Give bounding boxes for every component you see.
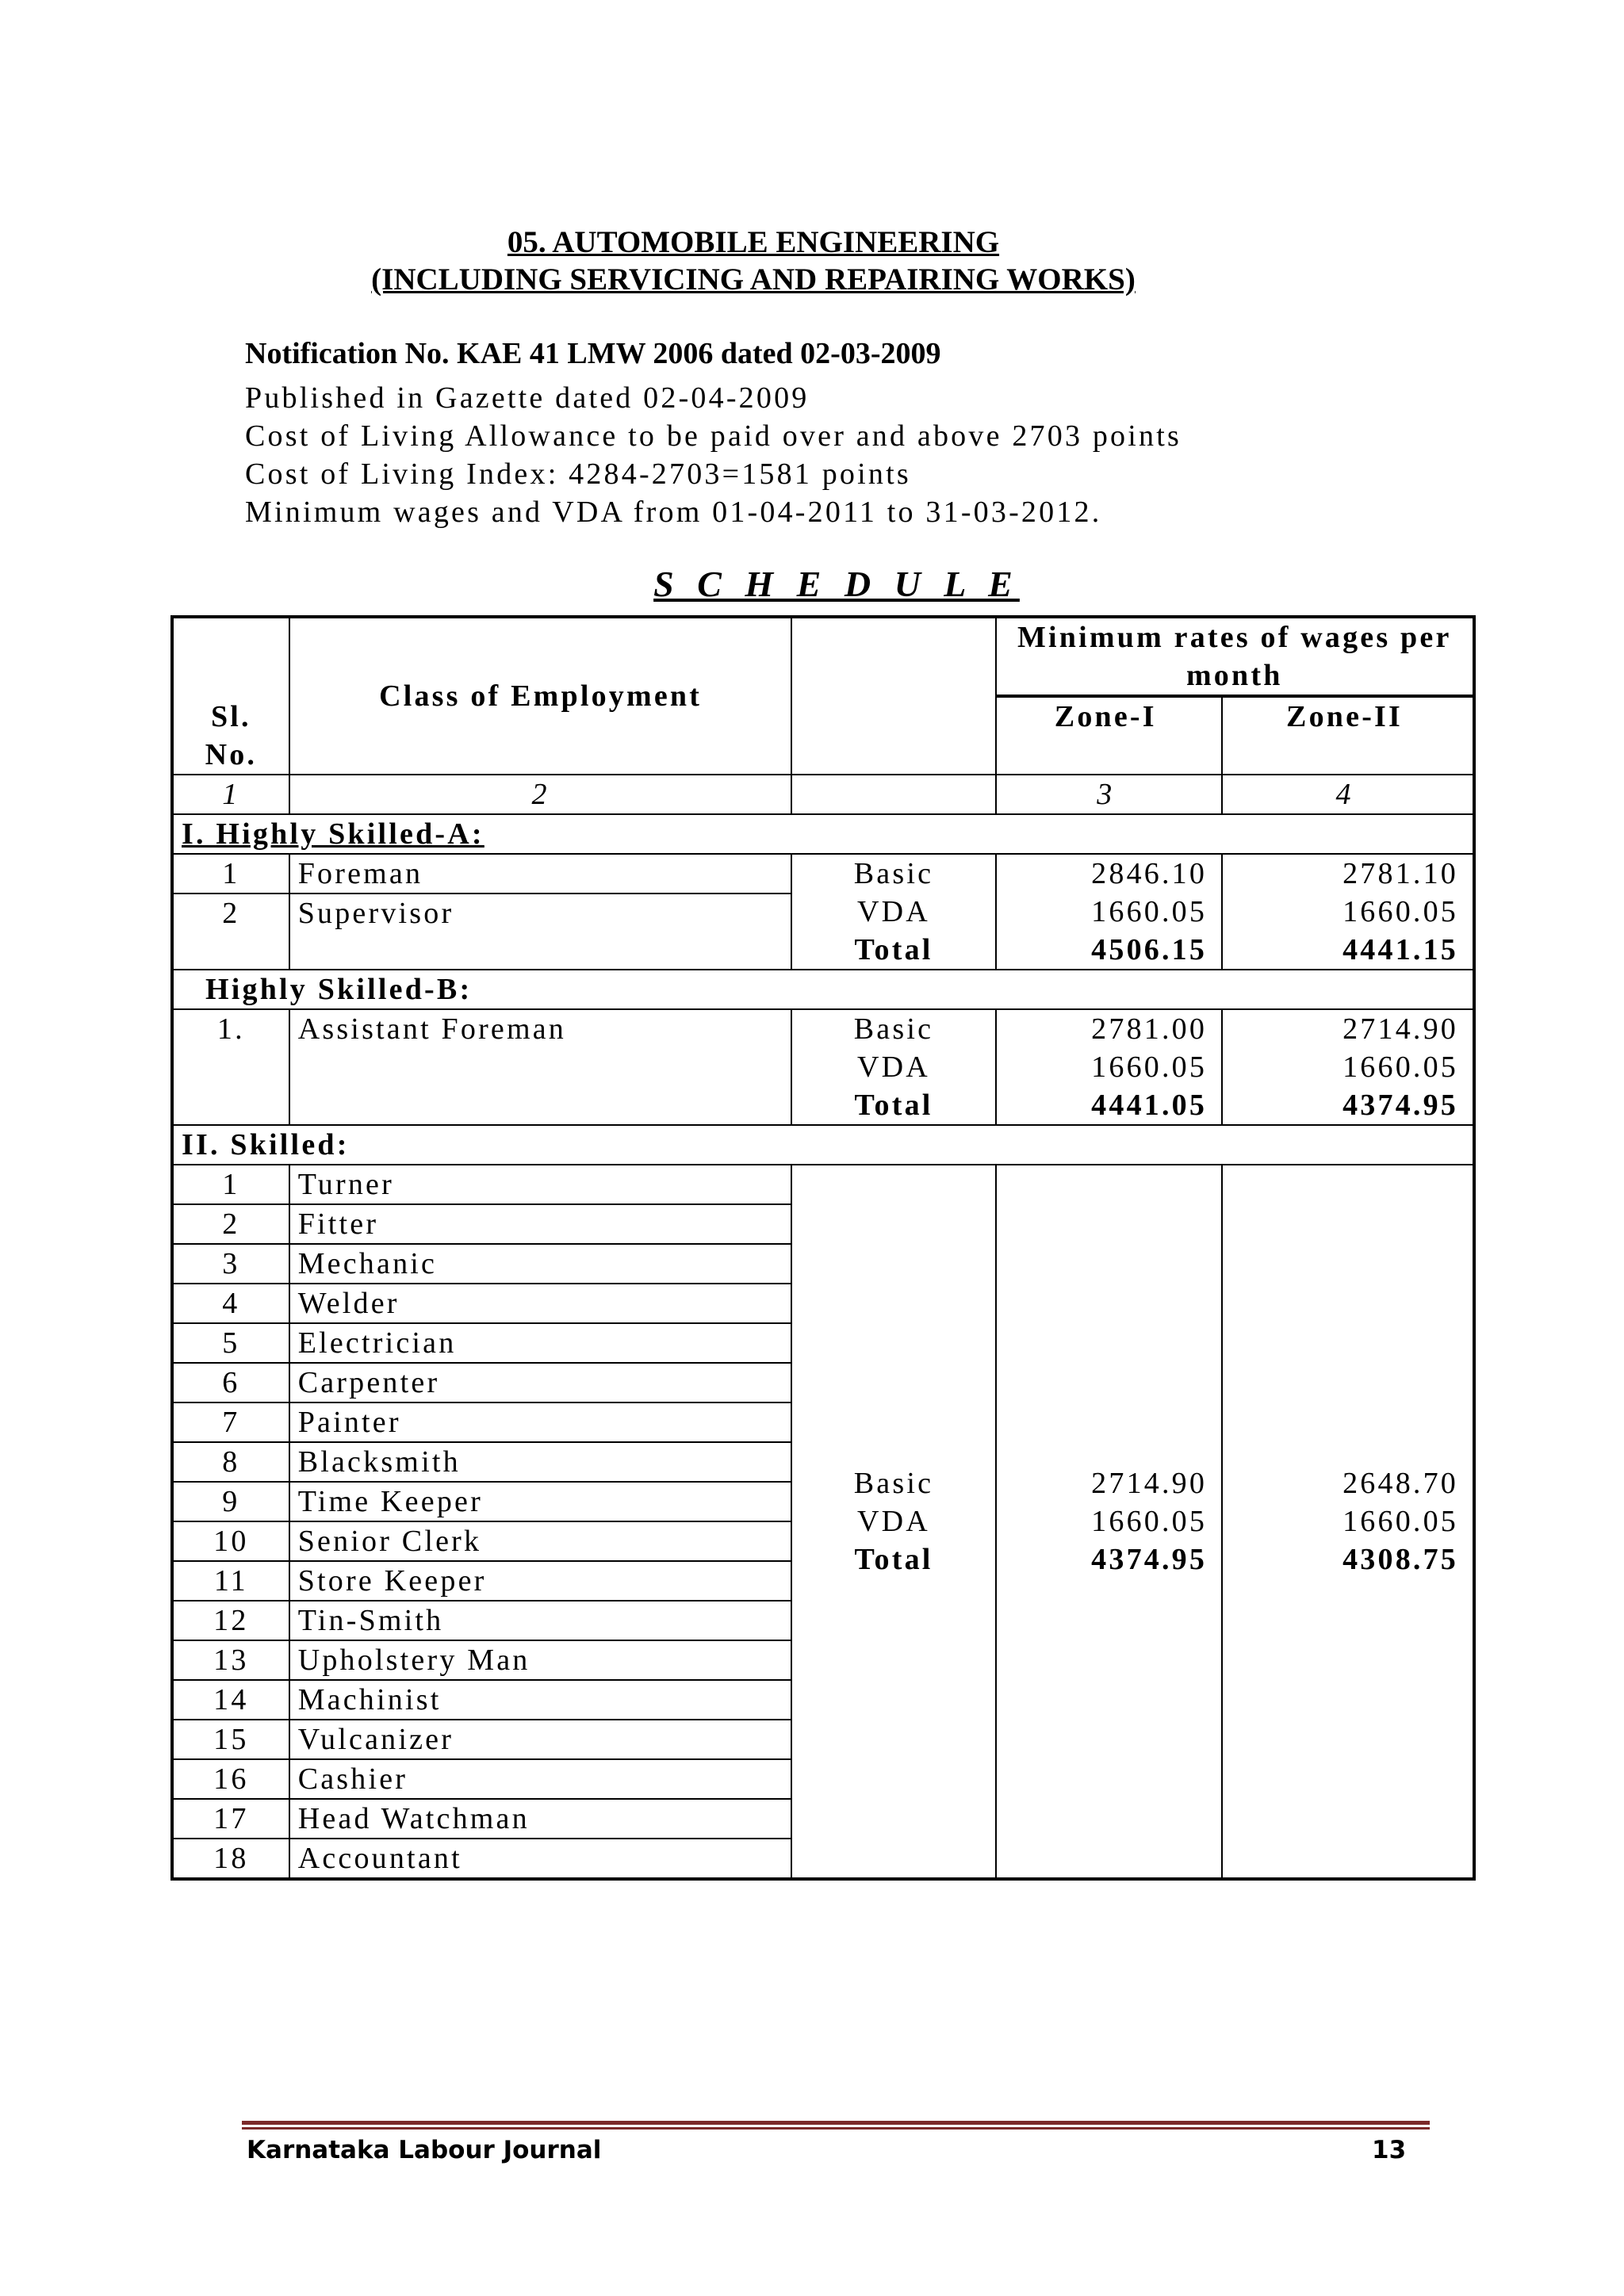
gazette-date: Published in Gazette dated 02-04-2009	[245, 381, 810, 415]
employment-class: Painter	[289, 1402, 792, 1442]
vda-label: VDA	[857, 895, 930, 928]
zone-1-values	[996, 854, 1223, 970]
employment-class: Electrician	[289, 1323, 792, 1363]
total-label: Total	[854, 933, 933, 966]
col-num-4: 4	[1222, 775, 1474, 814]
employment-class: Foreman	[289, 854, 792, 894]
zone-2-values	[1222, 1165, 1474, 1879]
employment-class: Turner	[289, 1165, 792, 1204]
sl-no: 7	[172, 1402, 289, 1442]
zone-2-basic: 2781.10	[1342, 857, 1458, 890]
cola-basis: Cost of Living Allowance to be paid over and above 2703 points	[245, 419, 1182, 453]
sl-no: 1	[172, 854, 289, 894]
total-label: Total	[854, 1543, 933, 1576]
notification-number: Notification No. KAE 41 LMW 2006 dated 02-03-2009	[245, 337, 941, 370]
zone-1-values	[996, 1165, 1223, 1879]
section-title: II. Skilled:	[172, 1125, 1474, 1165]
sl-no: 9	[172, 1482, 289, 1521]
section-title: I. Highly Skilled-A:	[172, 814, 1474, 854]
journal-name: Karnataka Labour Journal	[247, 2136, 602, 2164]
sl-no: 3	[172, 1244, 289, 1284]
col-num-1: 1	[172, 775, 289, 814]
zone-2-total: 4374.95	[1342, 1089, 1458, 1122]
zone-1-basic: 2714.90	[1091, 1467, 1208, 1500]
zone-2-basic: 2714.90	[1342, 1012, 1458, 1046]
sl-no: 16	[172, 1759, 289, 1799]
employment-class: Welder	[289, 1284, 792, 1323]
sl-no-header: Sl. No.	[172, 617, 289, 775]
sl-no: 13	[172, 1640, 289, 1680]
sl-no: 18	[172, 1839, 289, 1879]
zone-2-vda: 1660.05	[1342, 1505, 1458, 1538]
table-row	[172, 1009, 1474, 1125]
min-rates-header: Minimum rates of wages per month	[996, 617, 1475, 696]
section-title: Highly Skilled-B:	[172, 970, 1474, 1009]
basic-label: Basic	[853, 857, 934, 890]
vda-label: VDA	[857, 1505, 930, 1538]
sl-no: 2	[172, 894, 289, 970]
employment-class: Store Keeper	[289, 1561, 792, 1601]
employment-class: Senior Clerk	[289, 1521, 792, 1561]
zone-2-total: 4308.75	[1342, 1543, 1458, 1576]
sl-no: 1.	[172, 1009, 289, 1125]
zone-1-vda: 1660.05	[1091, 1505, 1208, 1538]
sl-no: 11	[172, 1561, 289, 1601]
sl-no: 5	[172, 1323, 289, 1363]
zone-2-values	[1222, 854, 1474, 970]
sl-no: 8	[172, 1442, 289, 1482]
section-header-hs-b	[172, 970, 1474, 1009]
employment-class: Tin-Smith	[289, 1601, 792, 1640]
zone-2-vda: 1660.05	[1342, 1050, 1458, 1084]
heading-line-1: 05. AUTOMOBILE ENGINEERING	[507, 225, 1000, 259]
employment-class: Fitter	[289, 1204, 792, 1244]
table-header-row	[172, 617, 1474, 696]
class-of-employment-header: Class of Employment	[289, 617, 792, 775]
sl-no: 4	[172, 1284, 289, 1323]
sl-no: 12	[172, 1601, 289, 1640]
zone-2-vda: 1660.05	[1342, 895, 1458, 928]
total-label: Total	[854, 1089, 933, 1122]
sl-no: 2	[172, 1204, 289, 1244]
zone-2-basic: 2648.70	[1342, 1467, 1458, 1500]
zone-1-total: 4374.95	[1091, 1543, 1208, 1576]
zone-1-total: 4506.15	[1091, 933, 1208, 966]
rate-labels	[791, 1009, 995, 1125]
zone-1-values	[996, 1009, 1223, 1125]
sl-no: 1	[172, 1165, 289, 1204]
zone-1-total: 4441.05	[1091, 1089, 1208, 1122]
rate-labels	[791, 854, 995, 970]
sl-no: 17	[172, 1799, 289, 1839]
employment-class: Accountant	[289, 1839, 792, 1879]
cost-of-living-index: Cost of Living Index: 4284-2703=1581 points	[245, 457, 911, 491]
footer-rule	[242, 2121, 1430, 2125]
zone-1-basic: 2846.10	[1091, 857, 1208, 890]
sl-no: 15	[172, 1720, 289, 1759]
employment-class: Supervisor	[289, 894, 792, 970]
column-number-row	[172, 775, 1474, 814]
page-number: 13	[1372, 2136, 1407, 2164]
schedule-title: S C H E D U L E	[653, 564, 1020, 604]
table-row	[172, 854, 1474, 894]
employment-class: Carpenter	[289, 1363, 792, 1402]
vda-label: VDA	[857, 1050, 930, 1084]
employment-class: Blacksmith	[289, 1442, 792, 1482]
table-row	[172, 1165, 1474, 1204]
col-num-blank	[791, 775, 995, 814]
zone-1-header: Zone-I	[996, 696, 1223, 775]
footer-rule-thin	[242, 2127, 1430, 2130]
heading-line-2: (INCLUDING SERVICING AND REPAIRING WORKS)	[371, 262, 1136, 297]
sl-no: 14	[172, 1680, 289, 1720]
zone-1-vda: 1660.05	[1091, 1050, 1208, 1084]
employment-class: Upholstery Man	[289, 1640, 792, 1680]
zone-1-vda: 1660.05	[1091, 895, 1208, 928]
col-num-2: 2	[289, 775, 792, 814]
col-num-3: 3	[996, 775, 1223, 814]
basic-label: Basic	[853, 1467, 934, 1500]
sl-no: 10	[172, 1521, 289, 1561]
validity-period: Minimum wages and VDA from 01-04-2011 to 31-03-2012.	[245, 496, 1102, 529]
rate-labels	[791, 1165, 995, 1879]
employment-class: Time Keeper	[289, 1482, 792, 1521]
zone-1-basic: 2781.00	[1091, 1012, 1208, 1046]
basic-label: Basic	[853, 1012, 934, 1046]
employment-class: Assistant Foreman	[289, 1009, 792, 1125]
wage-schedule-table	[170, 615, 1476, 1881]
employment-class: Machinist	[289, 1680, 792, 1720]
zone-2-header: Zone-II	[1222, 696, 1474, 775]
sl-no: 6	[172, 1363, 289, 1402]
employment-class: Vulcanizer	[289, 1720, 792, 1759]
employment-class: Head Watchman	[289, 1799, 792, 1839]
employment-class: Mechanic	[289, 1244, 792, 1284]
rate-type-header	[791, 617, 995, 775]
zone-2-values	[1222, 1009, 1474, 1125]
employment-class: Cashier	[289, 1759, 792, 1799]
section-header-hs-a	[172, 814, 1474, 854]
section-header-skilled	[172, 1125, 1474, 1165]
zone-2-total: 4441.15	[1342, 933, 1458, 966]
